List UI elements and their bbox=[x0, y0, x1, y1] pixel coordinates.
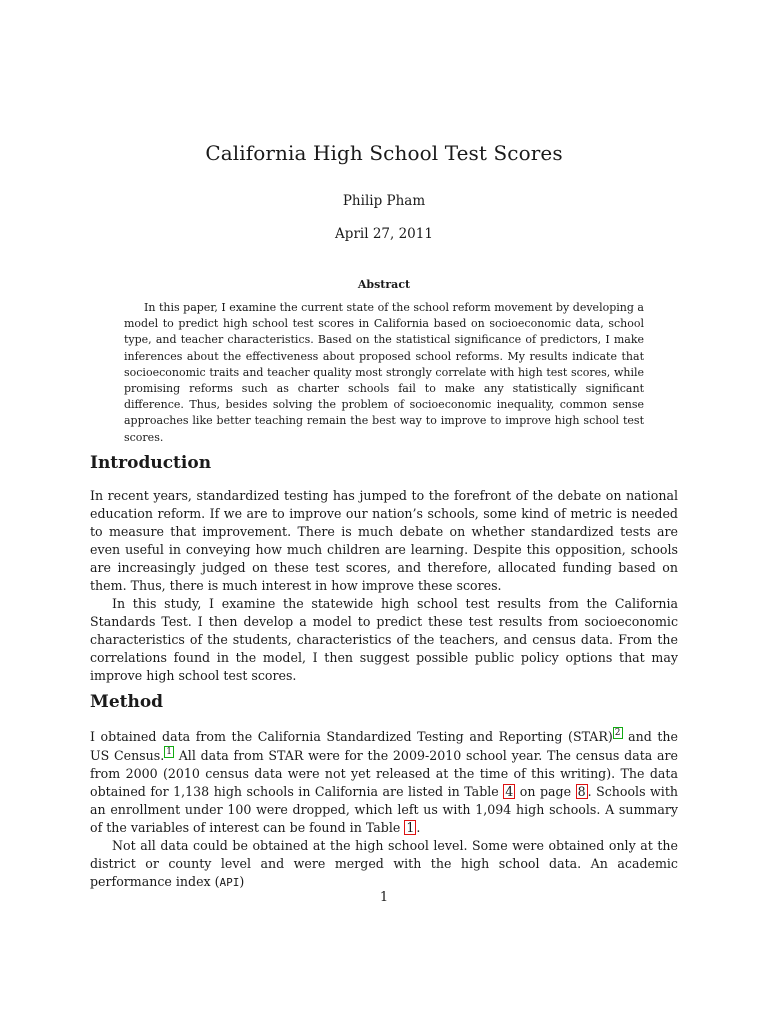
method-paragraph-1 bbox=[90, 727, 678, 837]
page-number: 1 bbox=[379, 890, 389, 905]
publication-date: April 27, 2011 bbox=[335, 226, 433, 242]
method-text-segment: ) bbox=[239, 874, 245, 889]
method-text-segment: on page bbox=[515, 784, 576, 799]
footnote-link-star[interactable]: 2 bbox=[614, 728, 621, 738]
method-text-segment: I obtained data from the California Standardized Testing and Reporting (STAR) bbox=[90, 729, 613, 744]
footnote-link-census[interactable]: 1 bbox=[166, 747, 172, 757]
introduction-heading: Introduction bbox=[90, 453, 212, 473]
method-text-segment: . Schools with an enrollment under 100 were dropped, which left us with 1,094 high schools. A summary of the variables of interest can be found in Table bbox=[90, 784, 679, 835]
introduction-paragraph-1: In recent years, standardized testing has jumped to the forefront of the debate on national education reform. If we are to improve our nation’s schools, some kind of metric is needed to measure that improvement. There is much debate on whether standardized tests are even useful in conveying how much children are learning. Despite this opposition, schools are increasingly judged on these test scores, and therefore, allocated funding based on them. Thus, there is much interest in how improve these scores. bbox=[90, 488, 678, 593]
author-name: Philip Pham bbox=[342, 193, 426, 209]
paper-title: California High School Test Scores bbox=[205, 141, 563, 165]
page-8-link[interactable]: 8 bbox=[577, 784, 586, 799]
introduction-paragraph-2: In this study, I examine the statewide high school test results from the California Standards Test. I then develop a model to predict these test results from socioeconomic characteristics of the students, characteristics of the teachers, and census data. From the correlations found in the model, I then suggest possible public policy options that may improve high school test scores. bbox=[90, 596, 678, 683]
method-heading: Method bbox=[90, 692, 164, 712]
abstract-heading: Abstract bbox=[357, 278, 411, 291]
introduction-body bbox=[90, 487, 678, 685]
table-4-link[interactable]: 4 bbox=[505, 784, 514, 799]
paper-page bbox=[90, 0, 678, 1024]
table-1-link[interactable]: 1 bbox=[406, 820, 415, 835]
method-text-segment: . bbox=[416, 820, 421, 835]
abstract-text: In this paper, I examine the current state of the school reform movement by developing a model to predict high school test scores in California based on socioeconomic data, school type, and teacher characteristics. Based on the statistical significance of predictors, I make inferences about the effectiveness about proposed school reforms. My results indicate that socioeconomic traits and teacher quality most strongly correlate with high test scores, while promising reforms such as charter schools fail to make any statistically significant difference. Thus, besides solving the problem of socioeconomic inequality, common sense approaches like better teaching remain the best way to improve to improve high school test scores. bbox=[124, 301, 644, 444]
method-text-segment: Not all data could be obtained at the high school level. Some were obtained only at the district or county level and were merged with the high school data. An academic performance index ( bbox=[90, 838, 678, 889]
method-body bbox=[90, 727, 678, 892]
api-code: API bbox=[219, 876, 240, 889]
method-text-segment: and the US Census. bbox=[90, 729, 678, 763]
method-paragraph-2 bbox=[90, 837, 678, 892]
method-text-segment: All data from STAR were for the 2009-2010 school year. The census data are from 2000 (2010 census data were not yet released at the time of this writing). The data obtained for 1,138 high schools in California are listed in Table bbox=[90, 748, 678, 799]
